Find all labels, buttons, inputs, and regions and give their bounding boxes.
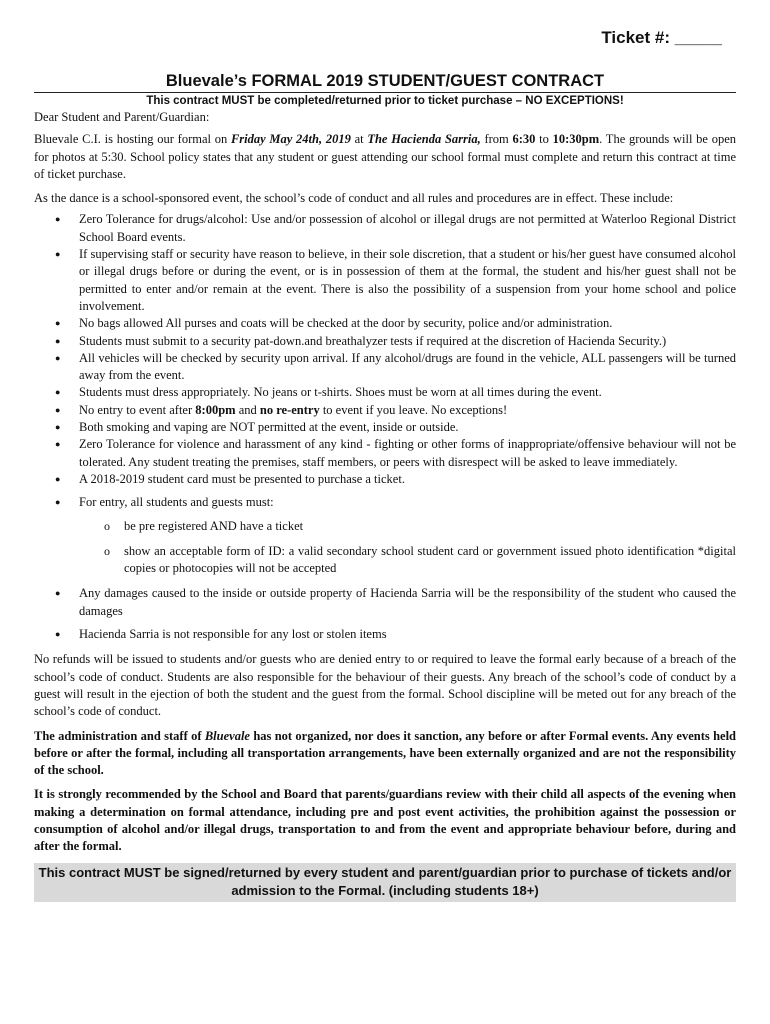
no-reentry: no re-entry <box>259 402 320 417</box>
list-item: ● Zero Tolerance for drugs/alcohol: Use and/or possession of alcohol or illegal drugs are not permitted at Waterloo Regional District School Board events. <box>34 211 736 246</box>
sub-list-item: o show an acceptable form of ID: a valid secondary school student card or government issued photo identification *digital copies or photocopies will not be accepted <box>79 543 736 578</box>
event-venue: The Hacienda Sarria, <box>367 132 481 147</box>
signature-requirement-banner: This contract MUST be signed/returned by every student and parent/guardian prior to purchase of tickets and/or admission to the Formal. (including students 18+) <box>34 863 736 902</box>
list-item: ● A 2018-2019 student card must be presented to purchase a ticket. <box>34 471 736 488</box>
list-item: ● Both smoking and vaping are NOT permitted at the event, inside or outside. <box>34 419 736 436</box>
contract-page <box>34 26 736 902</box>
entry-cutoff-time: 8:00pm <box>195 402 236 417</box>
list-item: ● Students must dress appropriately. No jeans or t-shirts. Shoes must be worn at all times during the event. <box>34 384 736 401</box>
admin-paragraph: The administration and staff of Bluevale has not organized, nor does it sanction, any before or after Formal events. Any events held before or after the formal, including all transportation arrangements, have been externally organized and are not the responsibility of the school. <box>34 728 736 778</box>
event-date: Friday May 24th, 2019 <box>230 132 351 147</box>
list-item: ● Zero Tolerance for violence and harassment of any kind - fighting or other forms of inappropriate/offensive behaviour will not be tolerated. Any student treating the premises, staff members, or peers with disrespect will be asked to leave immediately. <box>34 436 736 471</box>
rules-list <box>34 211 736 643</box>
code-of-conduct-paragraph: As the dance is a school-sponsored event, the school’s code of conduct and all rules and procedures are in effect. These include: <box>34 191 674 206</box>
recommendation-paragraph: It is strongly recommended by the School and Board that parents/guardians review with their child all aspects of the evening when making a determination on formal attendance, including pre and post event activities, the prohibition against the possession or consumption of alcohol and/or illegal drugs, transportation to and from the event and appropriate behaviour before, during and after the formal. <box>34 787 736 854</box>
list-item: ● No bags allowed All purses and coats will be checked at the door by security, police and/or administration. <box>34 315 736 332</box>
list-item: ● For entry, all students and guests must: o be pre registered AND have a ticket o show an acceptable form of ID: a valid secondary school student card or government issued photo identification *digital copies or photocopies will not be accepted <box>34 494 736 577</box>
school-name: Bluevale <box>204 728 250 743</box>
list-item: ● Any damages caused to the inside or outside property of Hacienda Sarria will be the responsibility of the student who caused the damages <box>34 585 736 620</box>
page-title: Bluevale’s FORMAL 2019 STUDENT/GUEST CONTRACT <box>165 72 605 90</box>
list-item: ● Students must submit to a security pat-down.and breathalyzer tests if required at the discretion of Hacienda Security.) <box>34 333 736 350</box>
end-time: 10:30pm <box>552 132 600 147</box>
start-time: 6:30 <box>512 132 536 147</box>
intro-paragraph: Bluevale C.I. is hosting our formal on Friday May 24th, 2019 at The Hacienda Sarria, from 6:30 to 10:30pm. The grounds will be open for photos at 5:30. School policy states that any student or guest attending our school formal must complete and return this contract at time of ticket purchase. <box>34 132 736 181</box>
list-item: ● No entry to event after 8:00pm and no re-entry to event if you leave. No exceptions! <box>34 402 736 419</box>
list-item: ● Hacienda Sarria is not responsible for any lost or stolen items <box>34 626 736 643</box>
page-subtitle: This contract MUST be completed/returned prior to ticket purchase – NO EXCEPTIONS! <box>34 92 736 109</box>
refunds-paragraph: No refunds will be issued to students and/or guests who are denied entry to or required to leave the formal early because of a breach of the school’s code of conduct. Students are also responsible for the behaviour of their guests. Any breach of the school’s code of conduct by a guest will result in the ejection of both the student and the guest from the formal. School discipline will be meted out for any breach of the school’s code of conduct. <box>34 652 736 719</box>
list-item: ● If supervising staff or security have reason to believe, in their sole discretion, that a student or his/her guest have consumed alcohol or illegal drugs before or during the event, or is in possession of them at the formal, the student and his/her guest shall not be permitted to enter and/or remain at the event. There is also the possibility of a suspension from your home school and police involvement. <box>34 246 736 315</box>
list-item: ● All vehicles will be checked by security upon arrival. If any alcohol/drugs are found in the vehicle, ALL passengers will be turned away from the event. <box>34 350 736 385</box>
sub-list-item: o be pre registered AND have a ticket <box>79 518 736 535</box>
ticket-number: Ticket #: _____ <box>601 28 722 47</box>
greeting: Dear Student and Parent/Guardian: <box>34 110 210 124</box>
entry-requirements-list <box>79 518 736 578</box>
